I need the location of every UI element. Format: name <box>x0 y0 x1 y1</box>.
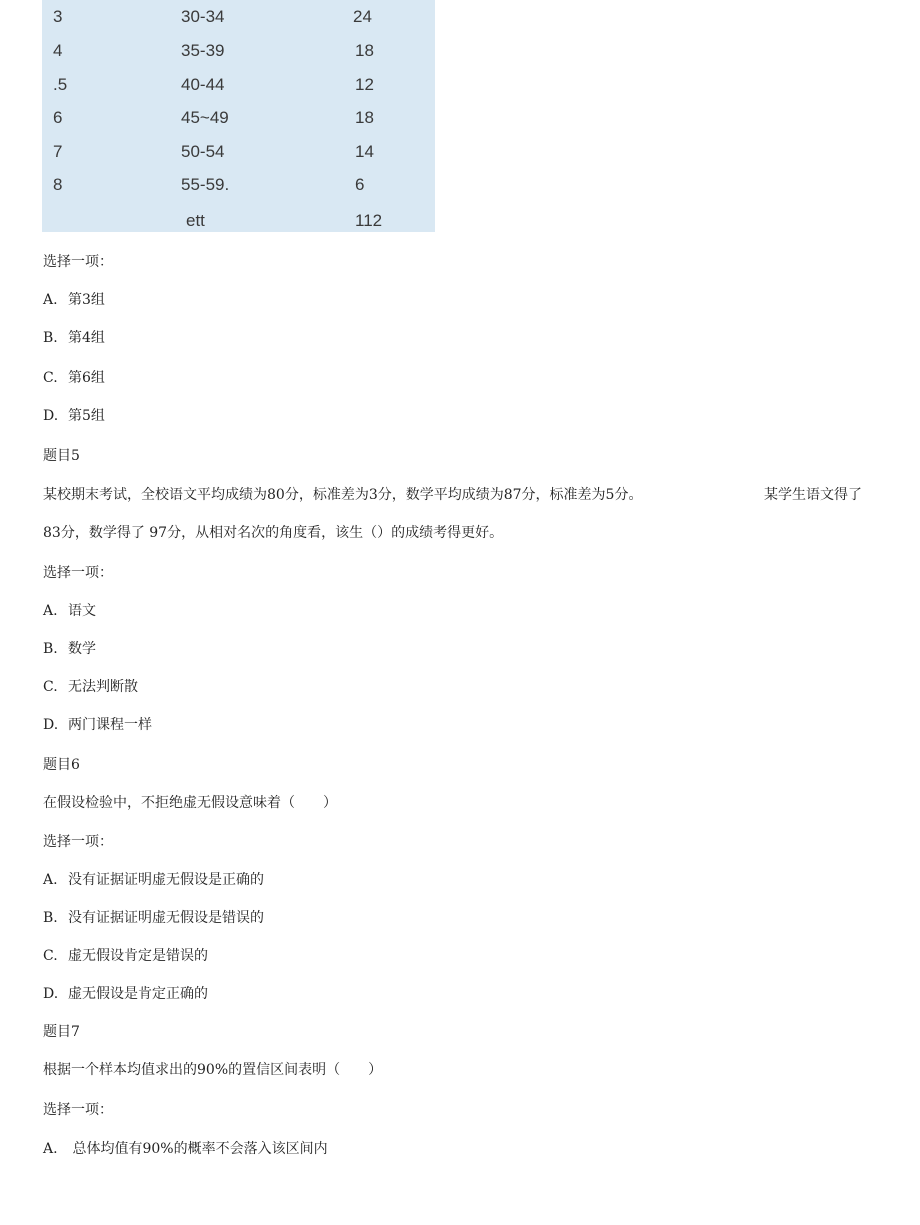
option-label: B. <box>43 910 58 926</box>
option-text: 第3组 <box>68 292 105 308</box>
q6-option-c[interactable] <box>43 945 208 965</box>
table-cell-group: 8 <box>53 175 63 194</box>
q5-text-line2: 83分，数学得了 97分，从相对名次的角度看，该生（）的成绩考得更好。 <box>43 525 504 541</box>
table-cell-group: 4 <box>53 41 63 60</box>
table-row <box>42 75 435 103</box>
table-cell-range: 50-54 <box>181 142 225 161</box>
option-label: D. <box>43 717 59 733</box>
q4-prompt: 选择一项： <box>43 254 113 270</box>
option-text: 虚无假设是肯定正确的 <box>68 986 208 1002</box>
q5-option-a[interactable] <box>43 600 96 620</box>
option-text: 第6组 <box>68 370 105 386</box>
option-label: D. <box>43 986 59 1002</box>
table-cell-count: 14 <box>355 142 374 161</box>
option-label: C. <box>43 948 58 964</box>
table-cell-range: 35-39 <box>181 41 225 60</box>
table-cell-count: 112 <box>355 211 383 230</box>
option-label: D. <box>43 408 59 424</box>
q4-option-b[interactable] <box>43 327 105 347</box>
q6-prompt: 选择一项： <box>43 834 113 850</box>
q4-option-d[interactable] <box>43 405 105 425</box>
table-row <box>42 175 435 203</box>
table-row <box>42 7 435 35</box>
q5-option-b[interactable] <box>43 638 96 658</box>
q7-prompt: 选择一项： <box>43 1102 113 1118</box>
q5-prompt: 选择一项： <box>43 565 113 581</box>
option-label: B. <box>43 641 58 657</box>
q6-option-d[interactable] <box>43 983 208 1003</box>
q7-option-a[interactable] <box>43 1138 328 1158</box>
table-cell-range: 40-44 <box>181 75 225 94</box>
option-text: 第5组 <box>68 408 105 424</box>
table-cell-group: 3 <box>53 7 63 26</box>
q4-option-c[interactable] <box>43 367 105 387</box>
table-cell-range: 45~49 <box>181 108 229 127</box>
table-cell-count: 18 <box>355 108 374 127</box>
option-label: B. <box>43 330 58 346</box>
option-label: C. <box>43 679 58 695</box>
q5-option-c[interactable] <box>43 676 138 696</box>
table-cell-range: 30-34 <box>181 7 225 26</box>
table-cell-group: .5 <box>53 75 68 94</box>
table-cell-count: 18 <box>355 41 374 60</box>
q6-title: 题目6 <box>43 757 80 773</box>
option-text: 两门课程一样 <box>68 717 152 733</box>
table-cell-group: 6 <box>53 108 63 127</box>
option-label: A. <box>43 1141 58 1157</box>
option-label: A. <box>43 292 58 308</box>
option-label: C. <box>43 370 58 386</box>
q5-option-d[interactable] <box>43 714 152 734</box>
option-text: 无法判断散 <box>68 679 138 695</box>
table-cell-group: 7 <box>53 142 63 161</box>
table-cell-count: 12 <box>355 75 374 94</box>
q7-title: 题目7 <box>43 1024 80 1040</box>
option-text: 没有证据证明虚无假设是错误的 <box>68 910 264 926</box>
q5-text-line1b: 某学生语文得了 <box>764 487 862 503</box>
q4-option-a[interactable] <box>43 289 105 309</box>
option-text: 没有证据证明虚无假设是正确的 <box>68 872 264 888</box>
option-text: 数学 <box>68 641 96 657</box>
option-label: A. <box>43 872 58 888</box>
table-cell-count: 24 <box>353 7 372 26</box>
q6-option-a[interactable] <box>43 869 264 889</box>
table-cell-range: ett <box>186 211 205 230</box>
table-cell-count: 6 <box>355 175 365 194</box>
option-text: 虚无假设肯定是错误的 <box>68 948 208 964</box>
option-text: 第4组 <box>68 330 105 346</box>
table-cell-range: 55-59. <box>181 175 230 194</box>
q6-text: 在假设检验中，不拒绝虚无假设意味着（ ） <box>43 795 337 811</box>
option-label: A. <box>43 603 58 619</box>
q5-text-line1a: 某校期末考试，全校语文平均成绩为80分，标准差为3分，数学平均成绩为87分，标准差为5分。 <box>43 487 643 503</box>
table-row <box>42 142 435 170</box>
table-row-total <box>42 211 435 239</box>
q5-title: 题目5 <box>43 448 80 464</box>
table-row <box>42 108 435 136</box>
table-row <box>42 41 435 69</box>
option-text: 总体均值有90%的概率不会落入该区间内 <box>68 1141 328 1157</box>
q6-option-b[interactable] <box>43 907 264 927</box>
frequency-table <box>42 0 435 232</box>
option-text: 语文 <box>68 603 96 619</box>
q7-text: 根据一个样本均值求出的90%的置信区间表明（ ） <box>43 1062 383 1078</box>
